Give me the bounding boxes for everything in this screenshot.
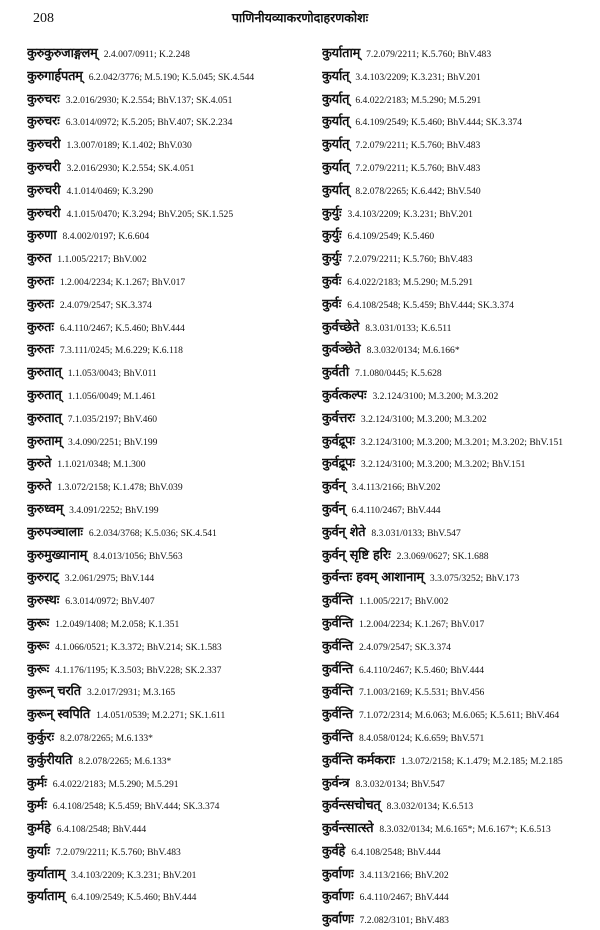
entry-references: 3.2.017/2931; M.3.165 [87,687,176,699]
entry-headword: कुरुतः [27,342,54,358]
entry-references: 6.4.109/2549; K.5.460; BhV.444 [71,892,197,904]
index-entry [27,816,300,839]
entry-headword: कुर्वन् सृष्टि हरिः [322,547,391,563]
index-entry [27,679,300,702]
entry-headword: कुर्यात् [322,68,350,84]
entry-headword: कुर्वन्ति [322,729,353,745]
entry-references: 8.2.078/2265; K.6.442; BhV.540 [355,185,481,197]
entry-references: 8.3.032/0134; M.6.166* [366,345,460,357]
entry-headword: कुरुगार्हपतम् [27,68,83,84]
entry-references: 6.4.110/2467; BhV.444 [351,504,441,516]
index-entry [322,337,594,360]
entry-references: 6.3.014/0972; K.5.205; BhV.407; SK.2.234 [65,117,233,129]
entry-references: 1.3.072/2158; K.1.479; M.2.185; M.2.185 [400,755,563,767]
entry-references: 3.4.113/2166; BhV.202 [359,869,449,881]
entry-references: 3.4.103/2209; K.3.231; BhV.201 [347,208,473,220]
index-entry [322,816,594,839]
entry-references: 8.2.078/2265; M.6.133* [78,755,172,767]
entry-headword: कुर्यात् [322,137,350,153]
entry-headword: कुर्वन्ति कर्मकराः [322,752,395,768]
index-entry [27,64,300,87]
entry-references: 7.2.079/2211; K.5.760; BhV.483 [366,49,492,60]
entry-headword: कुर्वत्कल्पः [322,387,367,403]
index-entry [322,725,594,748]
entry-headword: कुर्यात् [322,159,350,175]
entry-references: 2.4.079/2547; SK.3.374 [359,641,451,653]
index-entry [27,337,300,360]
entry-references: 6.4.022/2183; M.5.290; M.5.291 [52,778,179,790]
entry-headword: कुरुचरी [27,205,61,221]
entry-headword: कुरुतात् [27,410,62,426]
index-entry [27,429,300,452]
entry-references: 1.3.007/0189; K.1.402; BhV.030 [66,140,192,152]
index-entry [27,201,300,224]
entry-references: 7.1.035/2197; BhV.460 [67,413,158,425]
index-entry [27,178,300,201]
index-entry [322,132,594,155]
entry-headword: कुरुकुरुजाङ्गलम् [27,46,98,61]
entry-headword: कुरूः [27,638,49,654]
entry-references: 8.3.032/0134; K.6.513 [386,801,474,813]
index-entry [322,406,594,429]
index-entry [322,862,594,885]
index-entry [322,771,594,794]
entry-headword: कुर्वती [322,365,349,381]
entry-headword: कुर्याताम् [27,866,66,882]
entry-references: 7.2.079/2211; K.5.760; BhV.483 [355,162,481,174]
index-entry [322,292,594,315]
running-head: पाणिनीयव्याकरणोदाहरणकोशः [231,10,369,25]
entry-headword: कुरूः [27,615,49,631]
entry-headword: कुर्कुरीयति [27,752,73,768]
index-entry [27,793,300,816]
index-entry [322,201,594,224]
entry-references: 3.4.113/2166; BhV.202 [351,482,441,494]
index-entry [27,474,300,497]
index-entry [27,497,300,520]
entry-references: 3.3.075/3252; BhV.173 [429,573,520,585]
index-entry [27,383,300,406]
entry-headword: कुरुत [27,251,52,267]
entry-headword: कुरुताम् [27,433,62,449]
entry-headword: कुरुतः [27,273,54,289]
entry-references: 6.4.108/2548; BhV.444 [56,824,147,836]
entry-references: 1.1.005/2217; BhV.002 [57,254,147,266]
entry-references: 7.2.079/2211; K.5.760; BhV.483 [355,140,481,152]
index-entry [322,565,594,588]
index-entry [322,793,594,816]
index-entry [322,223,594,246]
index-entry [322,611,594,634]
entry-references: 8.4.058/0124; K.6.659; BhV.571 [359,732,485,744]
entry-headword: कुर्वन् [322,479,346,495]
right-column [322,41,594,930]
entry-references: 3.2.124/3100; M.3.200; M.3.201; M.3.202; BhV.151 [360,436,564,448]
index-entry [27,109,300,132]
entry-headword: कुर्वन्तः हवम् आशानाम् [322,570,424,586]
entry-references: 6.4.108/2548; K.5.459; BhV.444; SK.3.374 [52,801,220,813]
index-entry [322,520,594,543]
entry-headword: कुर्यात् [322,114,350,130]
entry-headword: कुरुतात् [27,365,62,381]
index-entry [27,702,300,725]
entry-references: 7.2.079/2211; K.5.760; BhV.483 [347,254,473,266]
entry-headword: कुर्वन्त्र [322,775,350,791]
entry-headword: कुर्वाणः [322,866,354,882]
entry-headword: कुर्वच्छेते [322,319,360,335]
entry-headword: कुरुचरी [27,159,61,175]
index-entry [322,884,594,907]
entry-headword: कुरुतः [27,296,54,312]
index-entry [322,451,594,474]
index-entry [27,725,300,748]
entry-references: 3.2.061/2975; BhV.144 [64,573,155,585]
index-entry [27,611,300,634]
entry-references: 8.4.002/0197; K.6.604 [62,231,150,243]
entry-references: 6.4.108/2548; BhV.444 [351,846,441,858]
entry-references: 1.2.004/2234; K.1.267; BhV.017 [59,276,186,288]
entry-headword: कुरुचरी [27,182,61,198]
entry-references: 6.4.110/2467; K.5.460; BhV.444 [59,322,185,334]
index-entry [322,383,594,406]
index-entry [322,748,594,771]
entry-headword: कुरुणा [27,228,57,244]
entry-headword: कुर्वद्रूपः [322,433,355,449]
entry-references: 6.2.042/3776; M.5.190; K.5.045; SK.4.544 [88,71,255,83]
index-entry [27,406,300,429]
index-entry [322,315,594,338]
entry-headword: कुर्युः [322,251,342,267]
entry-references: 2.4.079/2547; SK.3.374 [59,299,152,311]
entry-headword: कुर्वन् शेते [322,524,366,540]
entry-references: 8.4.013/1056; BhV.563 [93,550,183,562]
entry-references: 6.3.014/0972; BhV.407 [65,596,155,608]
entry-references: 3.2.124/3100; M.3.200; M.3.202; BhV.151 [360,459,526,471]
entry-references: 3.2.124/3100; M.3.200; M.3.202 [360,413,487,425]
entry-headword: कुरूः [27,661,49,677]
index-entry [322,109,594,132]
index-entry [27,657,300,680]
entry-references: 4.1.014/0469; K.3.290 [66,185,154,197]
entry-references: 1.2.049/1408; M.2.058; K.1.351 [55,618,180,630]
entry-references: 4.1.176/1195; K.3.503; BhV.228; SK.2.337 [55,664,222,676]
entry-references: 1.3.072/2158; K.1.478; BhV.039 [57,482,183,494]
entry-headword: कुर्वन्ति [322,638,353,654]
entry-references: 3.4.091/2252; BhV.199 [69,504,159,516]
index-entry [27,884,300,907]
index-entry [322,702,594,725]
entry-headword: कुर्वाणः [322,889,354,905]
entry-headword: कुरुचरः [27,114,60,130]
entry-references: 3.4.103/2209; K.3.231; BhV.201 [355,71,481,83]
entry-headword: कुरुध्वम् [27,501,64,517]
entry-references: 4.1.015/0470; K.3.294; BhV.205; SK.1.525 [66,208,234,220]
entry-headword: कुरुराट् [27,570,59,586]
entry-references: 2.4.007/0911; K.2.248 [103,49,190,60]
entry-references: 6.4.110/2467; BhV.444 [359,892,449,904]
entry-references: 1.1.056/0049; M.1.461 [67,390,156,402]
index-entry [27,862,300,885]
entry-headword: कुर्वहे [322,843,346,859]
index-entry [27,41,300,64]
entry-references: 6.4.108/2548; K.5.459; BhV.444; SK.3.374 [347,299,514,311]
entry-references: 3.2.124/3100; M.3.200; M.3.202 [372,390,499,402]
entry-references: 1.1.053/0043; BhV.011 [67,368,157,380]
entry-headword: कुर्वन्ति [322,661,353,677]
entry-headword: कुर्वन्त्सचोचत् [322,798,381,814]
entry-headword: कुर्याताम् [322,46,361,61]
index-entry [322,907,594,930]
entry-headword: कुरुमुख्यानाम् [27,547,88,563]
index-entry [27,315,300,338]
entry-headword: कुर्वन्ति [322,593,353,609]
index-entry [27,87,300,110]
index-entry [27,451,300,474]
index-entry [27,292,300,315]
entry-references: 7.1.080/0445; K.5.628 [355,368,442,380]
index-entry [27,246,300,269]
entry-headword: कुर्वः [322,273,342,289]
index-entry [322,497,594,520]
index-entry [27,634,300,657]
entry-references: 3.2.016/2930; K.2.554; SK.4.051 [66,162,195,174]
entry-references: 8.2.078/2265; M.6.133* [59,732,153,744]
index-entry [27,565,300,588]
entry-references: 6.2.034/3768; K.5.036; SK.4.541 [88,527,217,539]
entry-headword: कुर्यात् [322,91,350,107]
entry-references: 6.4.022/2183; M.5.290; M.5.291 [355,94,482,106]
entry-references: 1.1.005/2217; BhV.002 [359,596,449,608]
entry-headword: कुर्वन्ति [322,615,353,631]
entry-references: 2.3.069/0627; SK.1.688 [396,550,489,562]
entry-headword: कुरुचरी [27,137,61,153]
index-entry [322,474,594,497]
entry-references: 1.4.051/0539; M.2.271; SK.1.611 [96,710,226,722]
entry-headword: कुर्यात् [322,182,350,198]
entry-headword: कुरून् चरति [27,684,81,700]
entry-references: 3.4.090/2251; BhV.199 [68,436,158,448]
entry-references: 8.3.031/0133; BhV.547 [371,527,461,539]
index-entry [322,246,594,269]
entry-references: 4.1.066/0521; K.3.372; BhV.214; SK.1.583 [55,641,222,653]
entry-references: 6.4.110/2467; K.5.460; BhV.444 [359,664,484,676]
entry-references: 1.2.004/2234; K.1.267; BhV.017 [359,618,485,630]
entry-references: 7.2.082/3101; BhV.483 [359,915,449,927]
entry-headword: कुर्वद्रूपः [322,456,355,472]
index-entry [322,543,594,566]
entry-references: 6.4.109/2549; K.5.460 [347,231,435,243]
entry-references: 3.2.016/2930; K.2.554; BhV.137; SK.4.051 [65,94,233,106]
entry-headword: कुर्वन्ति [322,707,353,723]
entry-headword: कुरुपञ्चालाः [27,524,83,540]
left-column [27,41,300,907]
entry-headword: कुर्युः [322,228,342,244]
entry-references: 8.3.032/0134; M.6.165*; M.6.167*; K.6.513 [379,824,551,836]
index-entry [27,360,300,383]
entry-headword: कुरुतात् [27,387,62,403]
entry-headword: कुर्याः [27,843,50,859]
index-entry [27,269,300,292]
index-entry [27,588,300,611]
entry-headword: कुरुते [27,456,52,472]
index-entry [27,839,300,862]
index-entry [27,771,300,794]
index-entry [322,87,594,110]
entry-references: 7.1.072/2314; M.6.063; M.6.065; K.5.611; BhV.464 [359,710,560,722]
entry-references: 7.1.003/2169; K.5.531; BhV.456 [359,687,485,699]
entry-headword: कुर्कुरः [27,729,54,745]
index-entry [322,634,594,657]
entry-headword: कुर्मः [27,798,47,814]
index-entry [27,223,300,246]
entry-headword: कुर्वत्तरः [322,410,355,426]
entry-references: 1.1.021/0348; M.1.300 [57,459,146,471]
index-entry [322,360,594,383]
index-entry [322,155,594,178]
entry-headword: कुर्वन्ति [322,684,353,700]
entry-headword: कुरुते [27,479,52,495]
entry-headword: कुर्वाणः [322,912,354,928]
entry-headword: कुर्वः [322,296,342,312]
entry-headword: कुर्महे [27,821,51,837]
entry-headword: कुर्मः [27,775,47,791]
entry-headword: कुर्युः [322,205,342,221]
index-entry [27,155,300,178]
index-entry [27,132,300,155]
index-entry [322,64,594,87]
index-entry [322,41,594,64]
page-number: 208 [33,11,54,26]
entry-references: 7.3.111/0245; M.6.229; K.6.118 [59,345,183,357]
index-entry [27,543,300,566]
index-entry [27,520,300,543]
index-entry [27,748,300,771]
index-entry [322,269,594,292]
index-entry [322,839,594,862]
entry-references: 6.4.109/2549; K.5.460; BhV.444; SK.3.374 [355,117,523,129]
index-entry [322,657,594,680]
entry-headword: कुरुचरः [27,91,60,107]
entry-headword: कुर्याताम् [27,889,66,905]
index-entry [322,429,594,452]
index-entry [322,679,594,702]
entry-references: 3.4.103/2209; K.3.231; BhV.201 [71,869,197,881]
entry-headword: कुर्वञ्छेते [322,342,361,358]
entry-headword: कुर्वन्त्सात्स्ते [322,821,374,837]
entry-headword: कुर्वन् [322,501,346,517]
entry-references: 8.3.031/0133; K.6.511 [365,322,452,334]
entry-references: 7.2.079/2211; K.5.760; BhV.483 [55,846,181,858]
entry-headword: कुरुतः [27,319,54,335]
entry-references: 8.3.032/0134; BhV.547 [355,778,445,790]
entry-headword: कुरुस्थः [27,593,60,609]
entry-headword: कुरून् स्वपिति [27,707,91,723]
index-entry [322,588,594,611]
entry-references: 6.4.022/2183; M.5.290; M.5.291 [347,276,474,288]
index-entry [322,178,594,201]
